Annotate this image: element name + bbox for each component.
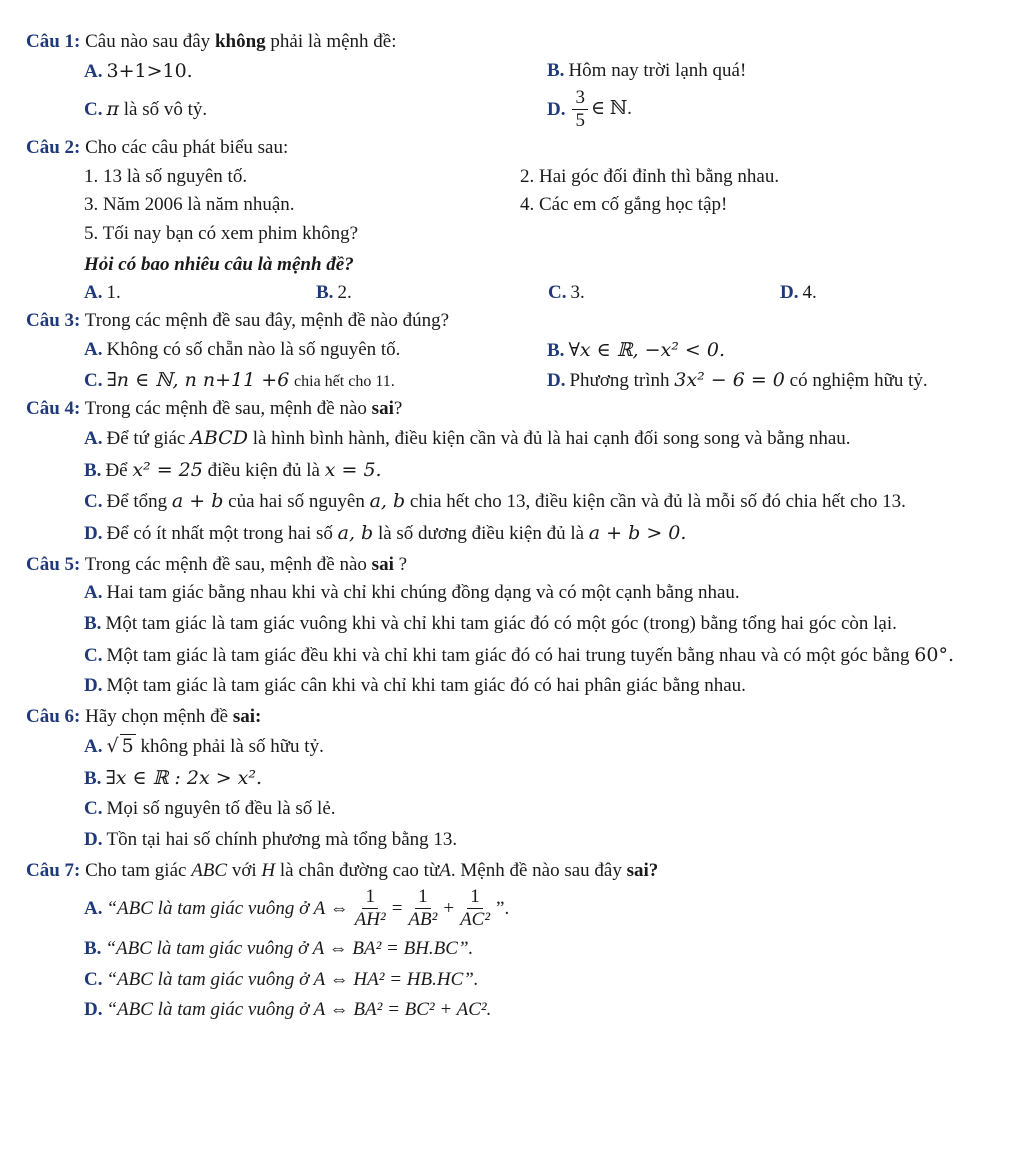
question-4: Câu 4: Trong các mệnh đề sau, mệnh đề nào sai? A. Để tứ giác ABCD là hình bình hành, điều kiện cần và đủ là hai cạnh đối song song và bằng nhau. B. Để x² = 25 điều kiện đủ là x = 5. C. Để tổng a + b của hai số nguyên a, b chia hết cho 13, điều kiện cần và đủ là mỗi số đó chia hết cho 13. D. Để có ít nhất một trong hai số a, b là số dương điều kiện đủ là a + b > 0. <box>26 397 1006 546</box>
option-d: D. Để có ít nhất một trong hai số a, b là số dương điều kiện đủ là a + b > 0. <box>84 522 687 545</box>
question-1 <box>26 30 1006 132</box>
option-a: A. 1. <box>84 281 121 303</box>
option-c: C. ∃n ∈ ℕ, n n+11 +6 chia hết cho 11. <box>84 368 395 391</box>
question-2 <box>26 136 1006 305</box>
option-a: A. 3+1>10. <box>84 59 193 82</box>
question-stem: Câu nào sau đây <box>85 31 211 52</box>
option-a: A. √ 5 không phải là số hữu tỷ. <box>84 734 324 757</box>
option-b: B. ∃x ∈ ℝ : 2x > x². <box>84 766 263 789</box>
option-a: A. Không có số chẵn nào là số nguyên tố. <box>84 338 401 360</box>
statement: 1. 13 là số nguyên tố. <box>84 165 248 187</box>
option-b: B. Một tam giác là tam giác vuông khi và chỉ khi tam giác đó có một góc (trong) bằng tổng hai góc còn lại. <box>84 613 897 635</box>
option-c: C. 3. <box>548 281 585 303</box>
option-b: B. Để x² = 25 điều kiện đủ là x = 5. <box>84 458 382 481</box>
option-a: A. “ABC là tam giác vuông ở A ⇔ $\frac{1}{\text{AH²}}$ = $\frac{1}{\text{AB²}}$ + $\frac{1}{\text{AC²}}$ ”. <box>84 886 510 931</box>
question-number: Câu 5: <box>26 553 81 575</box>
option-b: B. Hôm nay trời lạnh quá! <box>547 59 747 81</box>
option-a: A. Để tứ giác ABCD là hình bình hành, điều kiện cần và đủ là hai cạnh đối song song và bằng nhau. <box>84 426 851 449</box>
statement: 4. Các em cố gắng học tập! <box>520 194 728 216</box>
question-number: Câu 6: <box>26 706 81 728</box>
fraction: $\frac{1}{\text{AC²}}$ <box>460 886 491 931</box>
option-b: B. 2. <box>316 281 352 303</box>
question-6 <box>26 705 1006 852</box>
option-c: C. Để tổng a + b của hai số nguyên a, b chia hết cho 13, điều kiện cần và đủ là mỗi số đó chia hết cho 13. <box>84 490 906 513</box>
question-7: Câu 7: Cho tam giác ABC với H là chân đường cao từA. Mệnh đề nào sau đây sai? A. “ABC là tam giác vuông ở A ⇔ $\frac{1}{\text{AH²}}$ = $\frac{1}{\text{AB²}}$ + $\frac{1}{\text{AC²}}$ ”. B. “ABC là tam giác vuông ở A ⇔ BA² = BH.BC”. C. “ABC là tam giác vuông ở A ⇔ HA² = HB.HC”. D. “ABC là tam giác vuông ở A ⇔ BA² = BC² + AC². <box>26 859 1006 1023</box>
option-d: D. Một tam giác là tam giác cân khi và chỉ khi tam giác đó có hai phân giác bằng nhau. <box>84 675 746 697</box>
fraction: $\frac{1}{\text{AB²}}$ <box>408 886 438 931</box>
option-c: C. “ABC là tam giác vuông ở A ⇔ HA² = HB.HC”. <box>84 968 479 990</box>
question-stem: Cho các câu phát biểu sau: <box>85 137 289 159</box>
question-number: Câu 3: <box>26 310 81 332</box>
option-c: C. Một tam giác là tam giác đều khi và chỉ khi tam giác đó có hai trung tuyến bằng nhau và có một góc bằng 60°. <box>84 643 954 666</box>
option-d: D. $\frac{3}{5}$ ∈ ℕ. <box>547 87 632 132</box>
question-number: Câu 2: <box>26 137 81 159</box>
option-d: D. 4. <box>780 281 817 303</box>
question-stem-emphasis: sai? <box>626 859 659 881</box>
question-stem-emphasis: không <box>214 31 266 52</box>
question-number: Câu 1: <box>26 31 81 52</box>
question-prompt: Hỏi có bao nhiêu câu là mệnh đề? <box>84 253 354 275</box>
statement: 3. Năm 2006 là năm nhuận. <box>84 194 295 216</box>
statement-list <box>84 165 1006 251</box>
question-stem: Hãy chọn mệnh đề <box>85 706 229 728</box>
statement: 5. Tối nay bạn có xem phim không? <box>84 223 359 245</box>
question-stem: phải là mệnh đề: <box>270 31 397 52</box>
fraction: $\frac{1}{\text{AH²}}$ <box>354 886 386 931</box>
option-b: B. “ABC là tam giác vuông ở A ⇔ BA² = BH.BC”. <box>84 938 474 960</box>
option-a: A. Hai tam giác bằng nhau khi và chỉ khi chúng đồng dạng và có một cạnh bằng nhau. <box>84 582 740 604</box>
option-b: B. ∀x ∈ ℝ, −x² < 0. <box>547 338 726 361</box>
question-stem-emphasis: sai: <box>232 706 262 728</box>
question-3 <box>26 309 1006 393</box>
sqrt-symbol: √ <box>106 734 119 757</box>
fraction: $\frac{3}{5}$ <box>572 88 588 132</box>
question-number: Câu 4: <box>26 398 81 420</box>
option-d: D. Phương trình 3x² − 6 = 0 có nghiệm hữu tỷ. <box>547 368 928 391</box>
question-stem-emphasis: sai <box>371 553 394 575</box>
option-c: C. π là số vô tỷ. <box>84 98 208 121</box>
question-5: Câu 5: Trong các mệnh đề sau, mệnh đề nào sai ? A. Hai tam giác bằng nhau khi và chỉ khi chúng đồng dạng và có một cạnh bằng nhau. B. Một tam giác là tam giác vuông khi và chỉ khi tam giác đó có một góc (trong) bằng tổng hai góc còn lại. C. Một tam giác là tam giác đều khi và chỉ khi tam giác đó có hai trung tuyến bằng nhau và có một góc bằng 60°. D. Một tam giác là tam giác cân khi và chỉ khi tam giác đó có hai phân giác bằng nhau. <box>26 553 1006 699</box>
question-stem-emphasis: sai <box>371 398 394 420</box>
option-d: D. Tồn tại hai số chính phương mà tổng bằng 13. <box>84 828 458 850</box>
option-d: D. “ABC là tam giác vuông ở A ⇔ BA² = BC² + AC². <box>84 999 492 1021</box>
question-number: Câu 7: <box>26 859 81 881</box>
question-stem: Trong các mệnh đề sau, mệnh đề nào <box>84 398 367 420</box>
statement: 2. Hai góc đối đỉnh thì bằng nhau. <box>520 165 780 187</box>
option-c: C. Mọi số nguyên tố đều là số lẻ. <box>84 798 336 820</box>
question-stem: Trong các mệnh đề sau đây, mệnh đề nào đúng? <box>84 310 450 332</box>
question-stem: Trong các mệnh đề sau, mệnh đề nào <box>84 553 367 575</box>
